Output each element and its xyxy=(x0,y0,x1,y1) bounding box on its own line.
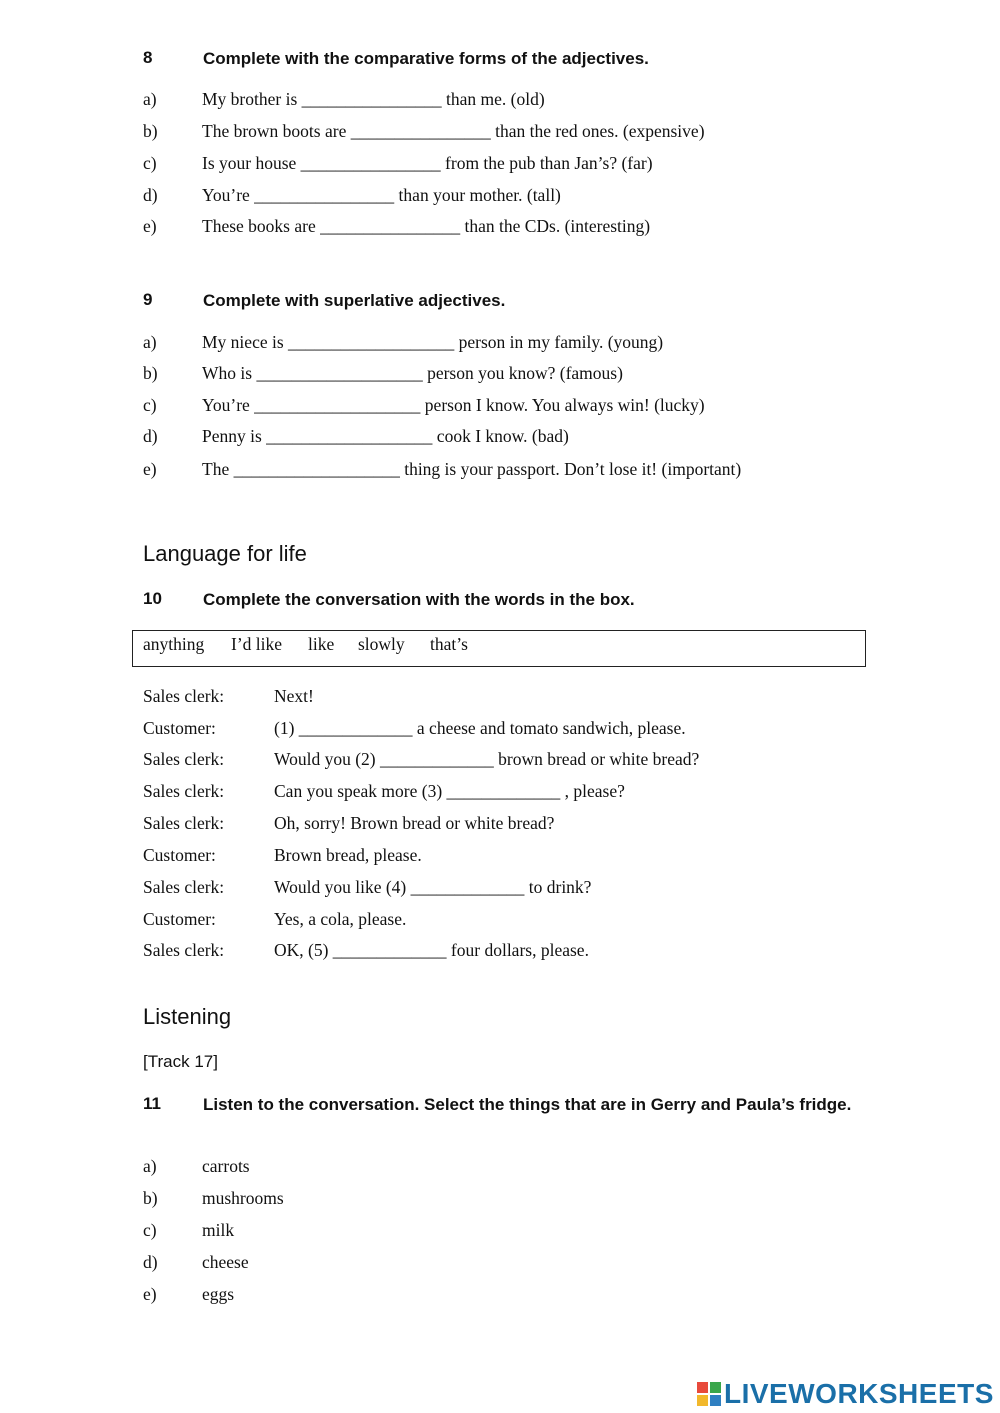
item-text: The brown boots are ________________ than the red ones. (expensive) xyxy=(202,121,705,141)
liveworksheets-mark-icon xyxy=(697,1382,721,1406)
item-text: mushrooms xyxy=(202,1188,284,1208)
section-title-listening: Listening xyxy=(143,1004,232,1029)
utterance: Would you (2) _____________ brown bread or white bread? xyxy=(274,749,700,769)
exercise-number: 11 xyxy=(143,1094,161,1113)
speaker: Sales clerk: xyxy=(143,749,225,769)
item-label: b) xyxy=(143,363,158,383)
utterance: Oh, sorry! Brown bread or white bread? xyxy=(274,813,555,833)
speaker: Sales clerk: xyxy=(143,686,225,706)
liveworksheets-logo xyxy=(697,1378,994,1410)
exercise-instruction: Complete with the comparative forms of the adjectives. xyxy=(203,49,649,68)
speaker: Sales clerk: xyxy=(143,813,225,833)
utterance: Can you speak more (3) _____________ , please? xyxy=(274,781,625,801)
exercise-number: 9 xyxy=(143,290,153,309)
utterance: Brown bread, please. xyxy=(274,845,422,865)
speaker: Customer: xyxy=(143,909,216,929)
track-label: [Track 17] xyxy=(143,1052,218,1071)
item-text: My niece is ___________________ person in my family. (young) xyxy=(202,332,664,352)
item-label: b) xyxy=(143,121,158,141)
item-label: c) xyxy=(143,153,157,173)
item-text: cheese xyxy=(202,1252,249,1272)
word-box-word: like xyxy=(308,634,335,654)
exercise-instruction: Complete with superlative adjectives. xyxy=(203,291,506,310)
speaker: Customer: xyxy=(143,718,216,738)
item-label: c) xyxy=(143,1220,157,1240)
item-text: milk xyxy=(202,1220,235,1240)
speaker: Sales clerk: xyxy=(143,877,225,897)
exercise-instruction: Listen to the conversation. Select the things that are in Gerry and Paula’s fridge. xyxy=(203,1095,852,1114)
item-text: The ___________________ thing is your passport. Don’t lose it! (important) xyxy=(202,459,742,479)
logo-text: LIVEWORKSHEETS xyxy=(724,1378,994,1409)
speaker: Sales clerk: xyxy=(143,940,225,960)
utterance: Next! xyxy=(274,686,314,706)
utterance: Would you like (4) _____________ to drink? xyxy=(274,877,592,897)
exercise-instruction: Complete the conversation with the words in the box. xyxy=(203,590,635,609)
item-text: You’re ___________________ person I know. You always win! (lucky) xyxy=(202,395,705,415)
item-label: e) xyxy=(143,459,157,479)
item-label: d) xyxy=(143,426,158,446)
item-text: My brother is ________________ than me. (old) xyxy=(202,89,545,109)
speaker: Customer: xyxy=(143,845,216,865)
item-text: Penny is ___________________ cook I know. (bad) xyxy=(202,426,569,446)
word-box-word: that’s xyxy=(430,634,468,654)
section-title-language: Language for life xyxy=(143,541,307,566)
item-text: You’re ________________ than your mother. (tall) xyxy=(202,185,561,205)
word-box xyxy=(132,630,866,667)
utterance: OK, (5) _____________ four dollars, please. xyxy=(274,940,589,960)
word-box-word: I’d like xyxy=(231,634,283,654)
word-box-word: anything xyxy=(143,634,205,654)
item-text: These books are ________________ than the CDs. (interesting) xyxy=(202,216,651,236)
item-label: c) xyxy=(143,395,157,415)
exercise-number: 10 xyxy=(143,589,162,608)
item-label: d) xyxy=(143,1252,158,1272)
utterance: (1) _____________ a cheese and tomato sandwich, please. xyxy=(274,718,686,738)
utterance: Yes, a cola, please. xyxy=(274,909,407,929)
item-text: eggs xyxy=(202,1284,235,1304)
item-text: Who is ___________________ person you know? (famous) xyxy=(202,363,623,383)
item-label: a) xyxy=(143,89,157,109)
speaker: Sales clerk: xyxy=(143,781,225,801)
word-box-word: slowly xyxy=(358,634,405,654)
item-label: e) xyxy=(143,1284,157,1304)
item-label: b) xyxy=(143,1188,158,1208)
item-label: d) xyxy=(143,185,158,205)
item-label: a) xyxy=(143,1156,157,1176)
item-label: e) xyxy=(143,216,157,236)
item-label: a) xyxy=(143,332,157,352)
exercise-number: 8 xyxy=(143,48,153,67)
item-text: carrots xyxy=(202,1156,250,1176)
item-text: Is your house ________________ from the pub than Jan’s? (far) xyxy=(202,153,653,173)
